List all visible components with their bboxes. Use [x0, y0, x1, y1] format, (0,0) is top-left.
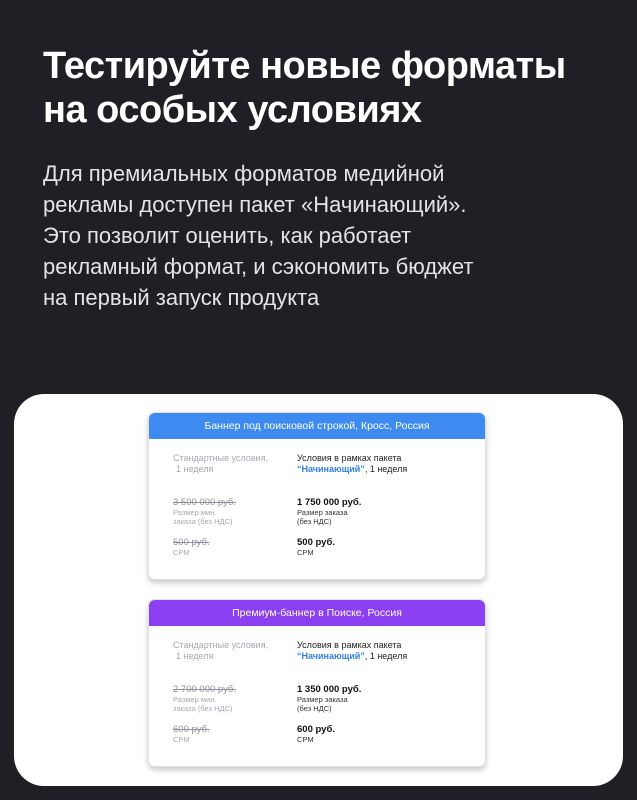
lead-line: на первый запуск продукта [43, 285, 320, 310]
title-line: на особых условиях [43, 89, 422, 131]
new-order-label: (без НДС) [297, 704, 332, 713]
standard-conditions-label [173, 640, 268, 662]
standard-conditions-label [173, 453, 268, 475]
package-conditions-label [297, 453, 407, 475]
old-min-order [173, 497, 236, 526]
old-cpm [173, 537, 210, 557]
new-order-label: (без НДС) [297, 517, 332, 526]
card-title: Премиум-баннер в Поиске, Россия [149, 600, 485, 626]
old-cpm [173, 724, 210, 744]
new-cpm-value: 500 руб. [297, 537, 335, 548]
offers-panel [14, 394, 623, 786]
card-title: Баннер под поисковой строкой, Кросс, Россия [149, 413, 485, 439]
lead-line: Для премиальных форматов медийной [43, 161, 445, 186]
lead-line: рекламы доступен пакет «Начинающий». [43, 192, 467, 217]
offer-card-search-banner [148, 412, 486, 580]
standard-label-line: Стандартные условия, [173, 640, 269, 650]
new-cpm [297, 537, 335, 557]
old-cpm-value: 600 руб. [173, 724, 210, 735]
title-line: Тестируйте новые форматы [43, 45, 566, 87]
old-min-order-value: 3 500 000 руб. [173, 497, 237, 508]
package-label-line: Условия в рамках пакета [297, 453, 402, 463]
old-cpm-label: CPM [173, 735, 190, 744]
old-cpm-label: CPM [173, 548, 190, 557]
new-order-value: 1 350 000 руб. [297, 684, 362, 695]
new-order [297, 684, 361, 713]
standard-label-line: Стандартные условия, [173, 453, 269, 463]
new-order-value: 1 750 000 руб. [297, 497, 362, 508]
new-order [297, 497, 361, 526]
package-duration: , 1 неделя [364, 464, 408, 474]
package-conditions-label [297, 640, 407, 662]
new-cpm-label: CPM [297, 548, 314, 557]
new-order-label: Размер заказа [297, 695, 348, 704]
standard-label-line: 1 неделя [176, 464, 214, 474]
offer-card-premium-banner [148, 599, 486, 767]
package-duration: , 1 неделя [364, 651, 408, 661]
old-min-order [173, 684, 236, 713]
lead-line: Это позволит оценить, как работает [43, 223, 412, 248]
old-min-order-label: Размер мин. [173, 508, 217, 517]
lead-text [43, 158, 603, 313]
new-cpm-value: 600 руб. [297, 724, 335, 735]
lead-line: рекламный формат, и сэкономить бюджет [43, 254, 474, 279]
package-name: “Начинающий” [297, 464, 365, 474]
package-label-line: Условия в рамках пакета [297, 640, 402, 650]
old-cpm-value: 500 руб. [173, 537, 210, 548]
package-name: “Начинающий” [297, 651, 365, 661]
old-min-order-label: заказа (без НДС) [173, 517, 233, 526]
page-title [43, 44, 613, 132]
new-order-label: Размер заказа [297, 508, 348, 517]
new-cpm-label: CPM [297, 735, 314, 744]
old-min-order-label: Размер мин. [173, 695, 217, 704]
old-min-order-label: заказа (без НДС) [173, 704, 233, 713]
standard-label-line: 1 неделя [176, 651, 214, 661]
new-cpm [297, 724, 335, 744]
old-min-order-value: 2 700 000 руб. [173, 684, 237, 695]
